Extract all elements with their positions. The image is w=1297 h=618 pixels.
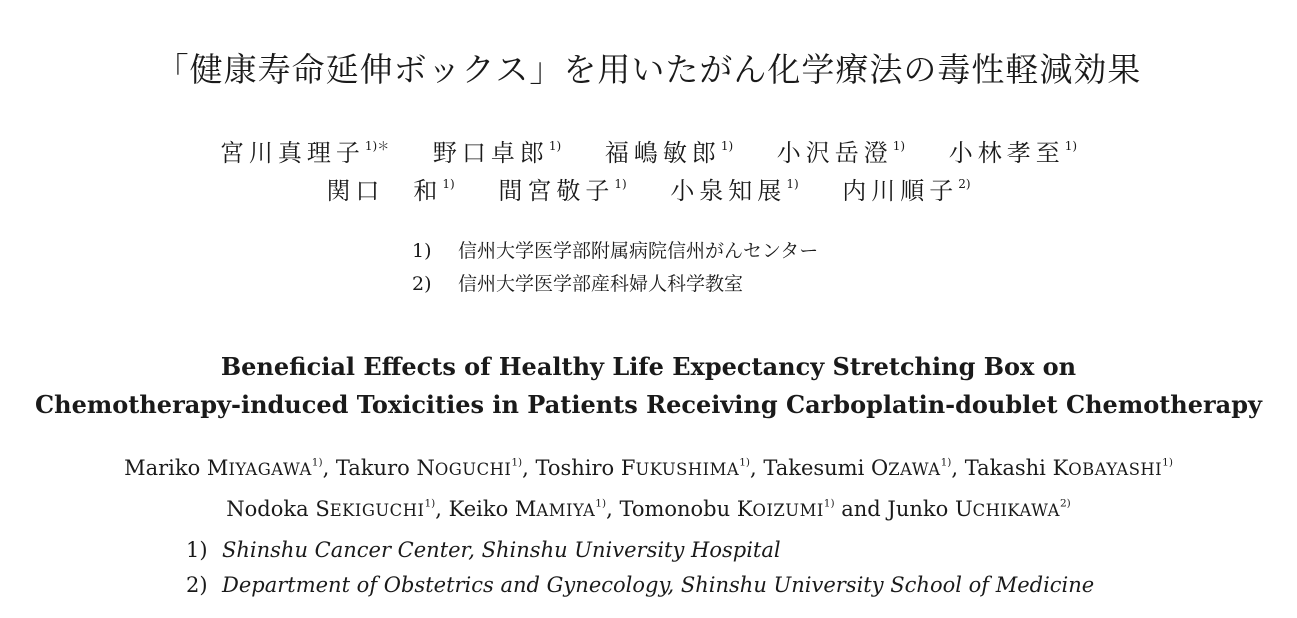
english-authors-row-1: Mariko MIYAGAWA$^{1)}$, Takuro NOGUCHI$^{1)}$, Toshiro FUKUSHIMA$^{1)}$, Takesumi OZAWA$^{1)}$, Takashi KOBAYASHI$^{1)}$: [124, 456, 1173, 480]
author-en: Takesumi OZAWA$^{1)}$: [763, 456, 952, 480]
japanese-authors-row-1: [0, 133, 1297, 168]
japanese-authors-row-2: [0, 171, 1297, 206]
author-ja: 野口卓郎$^{1)}$: [432, 139, 562, 167]
english-affiliation-2: 2) Department of Obstetrics and Gynecology, Shinshu University School of Medicine: [186, 573, 1095, 597]
english-title-line-1: Beneficial Effects of Healthy Life Expectancy Stretching Box on: [220, 352, 1077, 381]
author-en: Takashi KOBAYASHI$^{1)}$: [964, 456, 1173, 480]
author-ja: 内川順子$^{2)}$: [842, 177, 971, 205]
japanese-affiliation-1: 1) 信州大学医学部附属病院信州がんセンター: [412, 240, 819, 262]
author-ja: 小沢岳澄$^{1)}$: [776, 139, 906, 167]
author-en: Takuro NOGUCHI$^{1)}$: [335, 456, 523, 480]
japanese-affiliation-2: 2) 信州大学医学部産科婦人科学教室: [412, 273, 744, 295]
english-authors-row-2: Nodoka SEKIGUCHI$^{1)}$, Keiko MAMIYA$^{1)}$, Tomonobu KOIZUMI$^{1)}$ and Junko UCHIKAWA$^{2)}$: [226, 497, 1071, 521]
author-en: Tomonobu KOIZUMI$^{1)}$: [619, 497, 835, 521]
author-en: Junko UCHIKAWA$^{2)}$: [887, 497, 1071, 521]
author-en: Nodoka SEKIGUCHI$^{1)}$: [226, 497, 436, 521]
author-ja: 小林孝至$^{1)}$: [948, 139, 1078, 167]
author-en: Mariko MIYAGAWA$^{1)}$: [124, 456, 323, 480]
english-affiliation-1: 1) Shinshu Cancer Center, Shinshu University Hospital: [186, 538, 781, 562]
author-en: Keiko MAMIYA$^{1)}$: [448, 497, 607, 521]
author-ja: 福嶋敏郎$^{1)}$: [604, 139, 734, 167]
author-ja: 間宮敬子$^{1)}$: [498, 177, 627, 205]
japanese-title: 「健康寿命延伸ボックス」を用いたがん化学療法の毒性軽減効果: [155, 50, 1142, 89]
author-ja: 小泉知展$^{1)}$: [670, 177, 799, 205]
author-ja: 宮川真理子$^{1)*}$: [219, 139, 390, 167]
author-en: Toshiro FUKUSHIMA$^{1)}$: [535, 456, 750, 480]
author-ja: 関口 和$^{1)}$: [326, 177, 455, 205]
english-title-line-2: Chemotherapy-induced Toxicities in Patients Receiving Carboplatin-doublet Chemotherapy: [35, 390, 1262, 419]
